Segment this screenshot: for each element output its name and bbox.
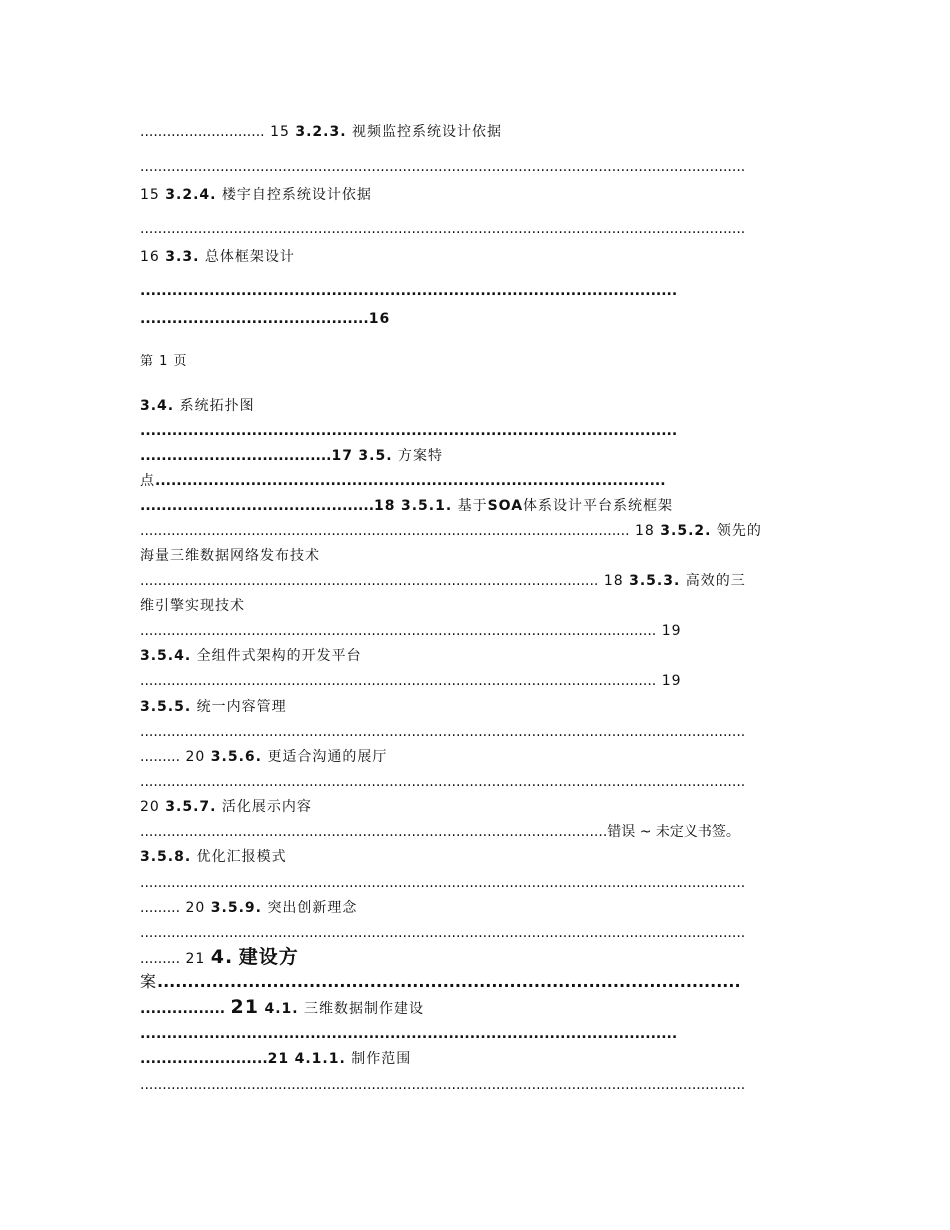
section-number: 3.5. xyxy=(358,448,393,464)
section-title: 更适合沟通的展厅 xyxy=(267,749,388,765)
page-number: 19 xyxy=(661,623,682,639)
section-number: 3.5.8. xyxy=(140,849,192,865)
page-number: 16 xyxy=(140,249,160,265)
leader-dots: ......................................................................................................... xyxy=(140,824,608,840)
toc-line xyxy=(140,797,312,817)
section-title: 楼宇自控系统设计依据 xyxy=(221,187,372,203)
toc-line xyxy=(140,646,362,666)
section-title-bold: SOA xyxy=(487,498,524,514)
toc-line xyxy=(140,219,745,239)
toc-line xyxy=(140,496,673,516)
section-number: 3.5.5. xyxy=(140,699,192,715)
toc-line xyxy=(140,247,295,267)
leader-dots: ....................................................................................................... xyxy=(140,573,599,589)
toc-line xyxy=(140,471,666,491)
toc-line xyxy=(140,621,682,641)
leader-dots: ........................................................................................................................................ xyxy=(140,221,746,237)
section-number: 3.5.7. xyxy=(165,799,217,815)
bookmark-error: 错误 ~ 未定义书签。 xyxy=(607,824,740,840)
section-number: 4.1. xyxy=(264,1001,299,1017)
page-number: 15 xyxy=(140,187,160,203)
page-number: 16 xyxy=(368,311,391,327)
page-number: 20 xyxy=(185,900,206,916)
section-title: 高效的三 xyxy=(685,573,746,589)
leader-dots: ........................................................................................................................................ xyxy=(140,774,746,790)
leader-dots: .................................... xyxy=(140,448,332,464)
leader-dots: ............................................ xyxy=(140,498,375,514)
toc-line xyxy=(140,446,443,466)
toc-line xyxy=(140,968,741,996)
toc-line xyxy=(140,671,682,691)
section-title: 优化汇报模式 xyxy=(196,849,287,865)
page-number: 18 xyxy=(603,573,624,589)
toc-line xyxy=(140,1024,677,1044)
page-number: 17 xyxy=(331,448,353,464)
toc-line xyxy=(140,993,424,1023)
section-title: 体系设计平台系统框架 xyxy=(523,498,674,514)
leader-dots: ........................................................................................................................................ xyxy=(140,1077,746,1093)
toc-line xyxy=(140,822,740,842)
leader-dots: .................................................................................................................... xyxy=(140,623,657,639)
leader-dots: ........................................... xyxy=(140,311,369,327)
section-number: 3.5.1. xyxy=(400,498,453,514)
leader-dots: ..................................................................................................... xyxy=(140,423,678,439)
page-number: 20 xyxy=(185,749,206,765)
line-prefix: 案 xyxy=(140,972,158,991)
page-number: 21 xyxy=(185,951,206,967)
leader-dots: .................................................................................................................... xyxy=(140,673,657,689)
leader-dots: ............................ xyxy=(140,124,265,140)
leader-dots: ........................ xyxy=(140,1051,268,1067)
section-number: 4.1.1. xyxy=(294,1051,346,1067)
toc-line xyxy=(140,185,372,205)
section-number: 3.5.6. xyxy=(210,749,262,765)
toc-line xyxy=(140,157,745,177)
toc-line xyxy=(140,772,745,792)
section-title: 方案特 xyxy=(397,448,443,464)
section-title: 三维数据制作建设 xyxy=(304,1001,425,1017)
toc-line xyxy=(140,421,677,441)
toc-line xyxy=(140,546,320,566)
section-title: 活化展示内容 xyxy=(221,799,312,815)
toc-line xyxy=(140,396,255,416)
section-title: 全组件式架构的开发平台 xyxy=(196,648,362,664)
leader-dots: ..................................................................................................... xyxy=(140,1026,678,1042)
section-title: 系统拓扑图 xyxy=(179,398,255,414)
toc-line xyxy=(140,309,390,329)
toc-line xyxy=(140,521,762,541)
section-title-prefix: 基于 xyxy=(457,498,488,514)
toc-line xyxy=(140,1075,745,1095)
toc-line xyxy=(140,847,287,867)
leader-dots: ......... xyxy=(140,749,181,765)
page-number: 21 xyxy=(267,1051,290,1067)
section-title: 统一内容管理 xyxy=(196,699,287,715)
leader-dots: ........................................................................................................................................ xyxy=(140,925,746,941)
leader-dots: ........................................................................................................................................ xyxy=(140,875,746,891)
section-number: 4. xyxy=(210,946,234,968)
line-prefix: 点 xyxy=(140,473,155,489)
section-title: 维引擎实现技术 xyxy=(140,598,245,614)
leader-dots: ......... xyxy=(140,951,181,967)
section-number: 3.5.2. xyxy=(660,523,712,539)
leader-dots: ..................................................................................................... xyxy=(140,283,678,299)
leader-dots: .............................................................................................................. xyxy=(140,523,630,539)
section-number: 3.5.3. xyxy=(629,573,681,589)
page-number: 20 xyxy=(140,799,160,815)
section-number: 3.2.3. xyxy=(295,124,347,140)
toc-line xyxy=(140,722,745,742)
leader-dots: ........................................................................................................................................ xyxy=(140,159,746,175)
toc-line xyxy=(140,281,677,301)
toc-line xyxy=(140,747,387,767)
toc-line xyxy=(140,122,502,142)
section-title: 视频监控系统设计依据 xyxy=(351,124,502,140)
leader-dots: ......... xyxy=(140,900,181,916)
toc-line xyxy=(140,596,245,616)
section-number: 3.2.4. xyxy=(165,187,217,203)
toc-line xyxy=(140,898,357,918)
section-title: 建设方 xyxy=(238,946,299,968)
section-title: 制作范围 xyxy=(351,1051,412,1067)
page-number: 21 xyxy=(230,996,259,1018)
section-number: 3.4. xyxy=(140,398,175,414)
section-title: 海量三维数据网络发布技术 xyxy=(140,548,320,564)
page-footer: 第 1 页 xyxy=(140,354,188,369)
leader-dots: ................................................................................................ xyxy=(155,473,666,489)
page-number: 19 xyxy=(661,673,682,689)
section-title: 总体框架设计 xyxy=(204,249,295,265)
toc-line xyxy=(140,923,745,943)
toc-line xyxy=(140,1049,411,1069)
toc-line xyxy=(140,697,287,717)
toc-line xyxy=(140,873,745,893)
page-number: 15 xyxy=(270,124,290,140)
section-number: 3.5.9. xyxy=(210,900,262,916)
toc-line xyxy=(140,571,746,591)
page-number: 18 xyxy=(374,498,396,514)
section-number: 3.3. xyxy=(165,249,200,265)
section-number: 3.5.4. xyxy=(140,648,192,664)
page-number: 18 xyxy=(634,523,655,539)
leader-dots: ................................................................................................ xyxy=(157,972,741,991)
leader-dots: ........................................................................................................................................ xyxy=(140,724,746,740)
leader-dots: ................ xyxy=(140,1001,226,1017)
section-title: 突出创新理念 xyxy=(267,900,358,916)
section-title: 领先的 xyxy=(716,523,762,539)
